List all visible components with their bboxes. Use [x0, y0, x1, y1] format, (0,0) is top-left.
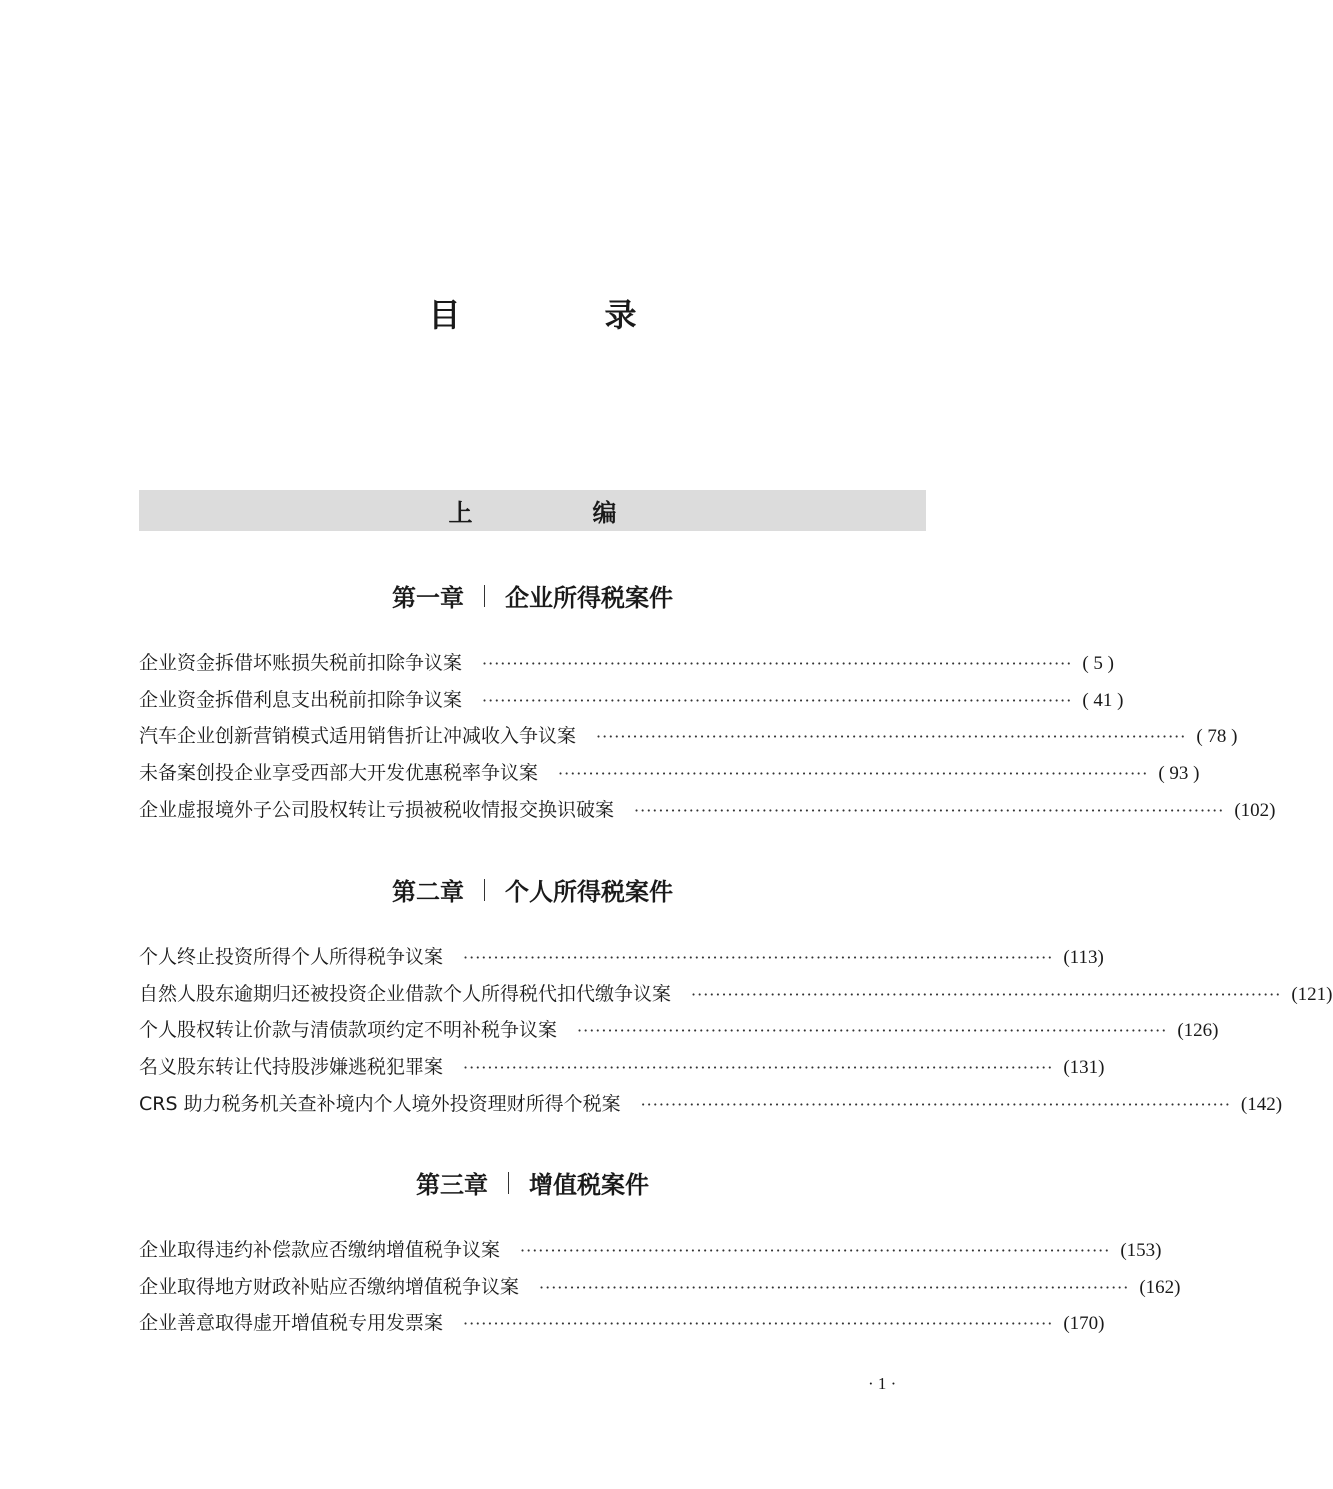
entry-page: (162): [1139, 1276, 1181, 1298]
chapter-divider: [484, 879, 485, 901]
chapter-title: 个人所得税案件: [505, 877, 673, 906]
chapter-title: 增值税案件: [529, 1170, 649, 1199]
dot-leader: ·································································································: [463, 1314, 1054, 1334]
entry-title: 企业资金拆借利息支出税前扣除争议案: [139, 688, 463, 711]
entry-page: (131): [1063, 1057, 1105, 1079]
entry-title: 企业取得违约补偿款应否缴纳增值税争议案: [139, 1239, 501, 1261]
toc-entry[interactable]: [139, 1272, 1181, 1309]
chapter-heading-1: [0, 578, 1065, 613]
toc-entry[interactable]: [139, 1052, 1105, 1089]
dot-leader: ·································································································: [596, 727, 1187, 747]
toc-entry[interactable]: [139, 1089, 1283, 1126]
dot-leader: ·································································································: [558, 764, 1149, 784]
entry-title: 企业虚报境外子公司股权转让亏损被税收情报交换识破案: [139, 798, 615, 821]
entry-page: (113): [1063, 947, 1104, 968]
toc-entry[interactable]: [139, 721, 1238, 758]
toc-entry[interactable]: [139, 1308, 1105, 1345]
entry-title: 个人终止投资所得个人所得税争议案: [139, 946, 444, 968]
part-banner: [139, 490, 926, 531]
toc-entry[interactable]: [139, 758, 1200, 795]
dot-leader: ·································································································: [634, 800, 1225, 820]
chapter-title: 企业所得税案件: [505, 583, 673, 612]
entry-title: 个人股权转让价款与清债款项约定不明补税争议案: [139, 1019, 558, 1042]
dot-leader: ·································································································: [640, 1094, 1231, 1114]
dot-leader: ·································································································: [520, 1241, 1111, 1260]
entry-page: (170): [1063, 1313, 1105, 1335]
entry-title: 企业善意取得虚开增值税专用发票案: [139, 1312, 444, 1335]
dot-leader: ·································································································: [539, 1277, 1130, 1297]
dot-leader: ·································································································: [482, 690, 1073, 710]
toc-entry[interactable]: [139, 648, 1115, 685]
toc-entry[interactable]: [139, 942, 1104, 979]
toc-title: 目 录: [428, 296, 693, 334]
toc-entry[interactable]: [139, 1235, 1162, 1272]
page-number: · 1 ·: [868, 1374, 897, 1393]
dot-leader: ·································································································: [691, 984, 1282, 1004]
entry-page: ( 41 ): [1082, 689, 1124, 711]
entry-page: ( 5 ): [1082, 653, 1115, 674]
chapter-divider: [508, 1172, 509, 1194]
entry-title: 名义股东转让代持股涉嫌逃税犯罪案: [139, 1056, 444, 1079]
entry-page: ( 78 ): [1196, 726, 1238, 748]
chapter-2-entries: [139, 942, 1333, 1125]
entry-title: CRS 助力税务机关查补境内个人境外投资理财所得个税案: [139, 1092, 621, 1115]
toc-entry[interactable]: [139, 979, 1333, 1016]
toc-entry[interactable]: [139, 685, 1124, 722]
chapter-label: 第一章: [392, 583, 464, 612]
chapter-heading-2: [0, 872, 1065, 907]
entry-page: (126): [1177, 1020, 1219, 1042]
entry-page: (121): [1291, 983, 1333, 1005]
chapter-1-entries: [139, 648, 1276, 831]
entry-title: 企业取得地方财政补贴应否缴纳增值税争议案: [139, 1275, 520, 1298]
chapter-divider: [484, 585, 485, 607]
entry-page: (102): [1234, 799, 1276, 821]
entry-title: 未备案创投企业享受西部大开发优惠税率争议案: [139, 762, 539, 785]
dot-leader: ·································································································: [577, 1021, 1168, 1041]
toc-entry[interactable]: [139, 1015, 1219, 1052]
dot-leader: ·································································································: [463, 1058, 1054, 1078]
entry-page: ( 93 ): [1158, 763, 1200, 785]
entry-title: 汽车企业创新营销模式适用销售折让冲减收入争议案: [139, 725, 577, 748]
dot-leader: ·································································································: [463, 948, 1054, 967]
chapter-3-entries: [139, 1235, 1181, 1345]
chapter-heading-3: [0, 1165, 1065, 1200]
entry-page: (153): [1120, 1240, 1162, 1261]
chapter-label: 第二章: [392, 877, 464, 906]
toc-entry[interactable]: [139, 795, 1276, 832]
entry-title: 企业资金拆借坏账损失税前扣除争议案: [139, 652, 463, 674]
part-title: 上 编: [448, 498, 665, 527]
entry-title: 自然人股东逾期归还被投资企业借款个人所得税代扣代缴争议案: [139, 982, 672, 1005]
entry-page: (142): [1240, 1093, 1283, 1115]
chapter-label: 第三章: [416, 1170, 488, 1199]
dot-leader: ·································································································: [482, 654, 1073, 673]
